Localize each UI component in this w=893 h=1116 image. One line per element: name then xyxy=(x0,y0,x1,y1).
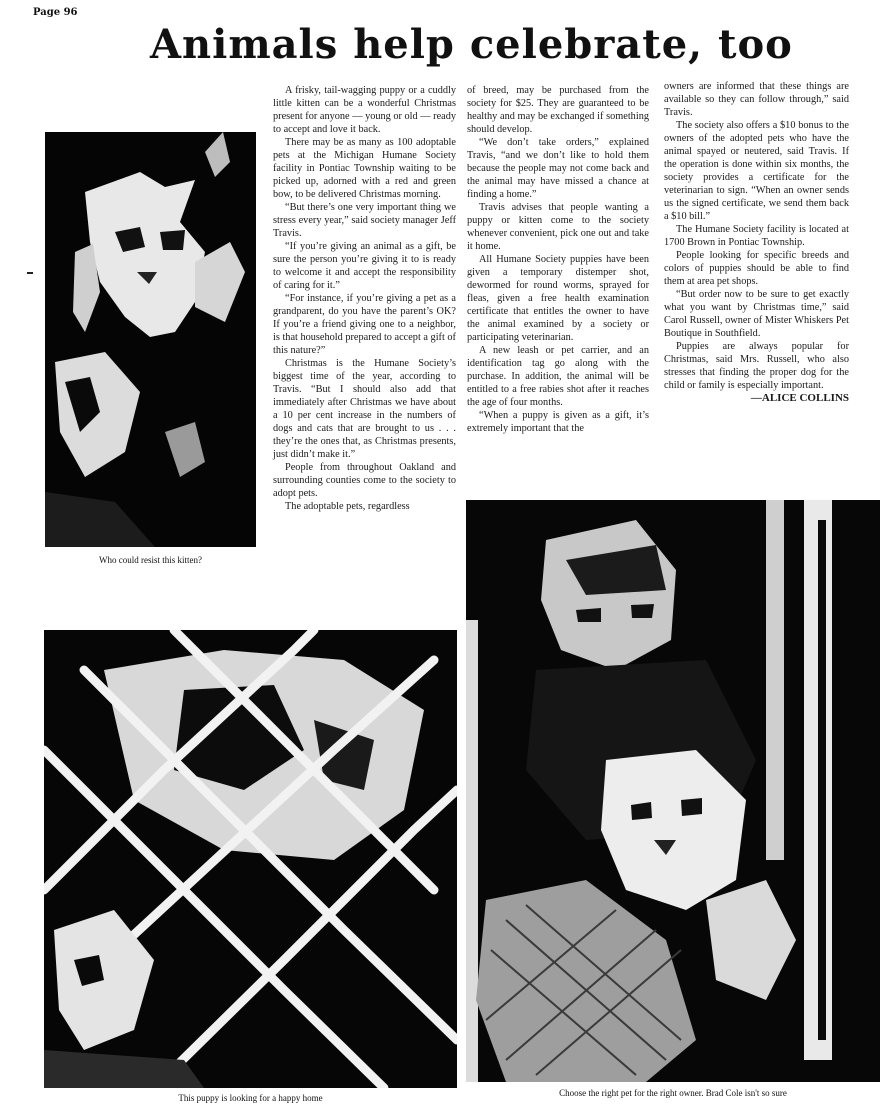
paragraph: The society also offers a $10 bonus to the owners of the adopted pets who have the animal spayed or neutered, said Travis. If the operation is done within six months, the society provides a certificate for the veterinarian to sign. “When an owner sends us the signed certificate, we send them back a $10 bill.” xyxy=(664,120,849,222)
paragraph: owners are informed that these things are available so they can follow through,” said Travis. xyxy=(664,81,849,118)
paragraph: “For instance, if you’re giving a pet as a grandparent, do you have the parent’s OK? If you’re a friend giving one to a neighbor, is that household prepared to accept a gift of this nature?” xyxy=(273,293,456,356)
margin-mark xyxy=(27,272,33,274)
paragraph: A frisky, tail-wagging puppy or a cuddly little kitten can be a wonderful Christmas present for anyone — young or old — ready to accept and love it back. xyxy=(273,85,457,135)
paragraph: People looking for specific breeds and colors of puppies should be able to find them at area pet shops. xyxy=(664,250,849,287)
paragraph: Puppies are always popular for Christmas, said Mrs. Russell, who also stresses that finding the proper dog for the child or family is especially important. xyxy=(664,341,849,391)
boy-with-dog-caption: Choose the right pet for the right owner. Brad Cole isn't so sure xyxy=(559,1088,787,1098)
boy-with-dog-photo xyxy=(466,500,880,1082)
byline: —ALICE COLLINS xyxy=(750,392,849,404)
paragraph: Christmas is the Humane Society’s biggest time of the year, according to Travis. “But I should also add that immediately after Christmas we have about a 10 per cent increase in the numbers of dogs and cats that are brought to us . . . they’re the ones that, as Christmas presents, just didn’t make it.” xyxy=(273,358,456,460)
paragraph: “We don’t take orders,” explained Travis, “and we don’t like to hold them because the people may not come back and the animal may have missed a chance at finding a home.” xyxy=(467,137,649,200)
paragraph: “When a puppy is given as a gift, it’s extremely important that the xyxy=(467,410,649,434)
article-column-1 xyxy=(273,84,456,513)
headline: Animals help celebrate, too xyxy=(150,21,793,68)
paragraph: Travis advises that people wanting a puppy or kitten come to the society whenever convenient, pick one out and take it home. xyxy=(467,202,649,252)
kitten-caption: Who could resist this kitten? xyxy=(99,555,202,565)
paragraph: “If you’re giving an animal as a gift, be sure the person you’re giving it to is ready to welcome it and accept the responsibility of caring for it.” xyxy=(273,241,456,291)
paragraph: The adoptable pets, regardless xyxy=(285,501,410,512)
article-column-2 xyxy=(467,84,649,435)
puppy-photo xyxy=(44,630,457,1088)
page-number: Page 96 xyxy=(33,7,78,18)
puppy-caption: This puppy is looking for a happy home xyxy=(178,1093,323,1103)
paragraph: A new leash or pet carrier, and an identification tag go along with the purchase. In addition, the animal will be entitled to a free rabies shot after it reaches the age of four months. xyxy=(467,345,649,408)
paragraph: The Humane Society facility is located at 1700 Brown in Pontiac Township. xyxy=(664,224,849,248)
paragraph: of breed, may be purchased from the society for $25. They are guaranteed to be healthy and may be exchanged if something should develop. xyxy=(467,85,649,135)
paragraph: There may be as many as 100 adoptable pets at the Michigan Humane Society facility in Pontiac Township waiting to be picked up, adorned with a red and green bow, to be delivered Christmas morning. xyxy=(273,137,456,200)
article-column-3 xyxy=(664,80,849,405)
paragraph: “But order now to be sure to get exactly what you want by Christmas time,” said Carol Russell, owner of Mister Whiskers Pet Boutique in Southfield. xyxy=(664,289,849,339)
paragraph: People from throughout Oakland and surrounding counties come to the society to adopt pets. xyxy=(273,462,456,499)
paragraph: “But there’s one very important thing we stress every year,” said society manager Jeff Travis. xyxy=(273,202,456,239)
kitten-photo xyxy=(45,132,256,547)
paragraph: All Humane Society puppies have been given a temporary distemper shot, dewormed for round worms, sprayed for fleas, given a free health examination certificate that entitles the owner to have the animal examined by a society or participating veterinarian. xyxy=(467,254,649,343)
